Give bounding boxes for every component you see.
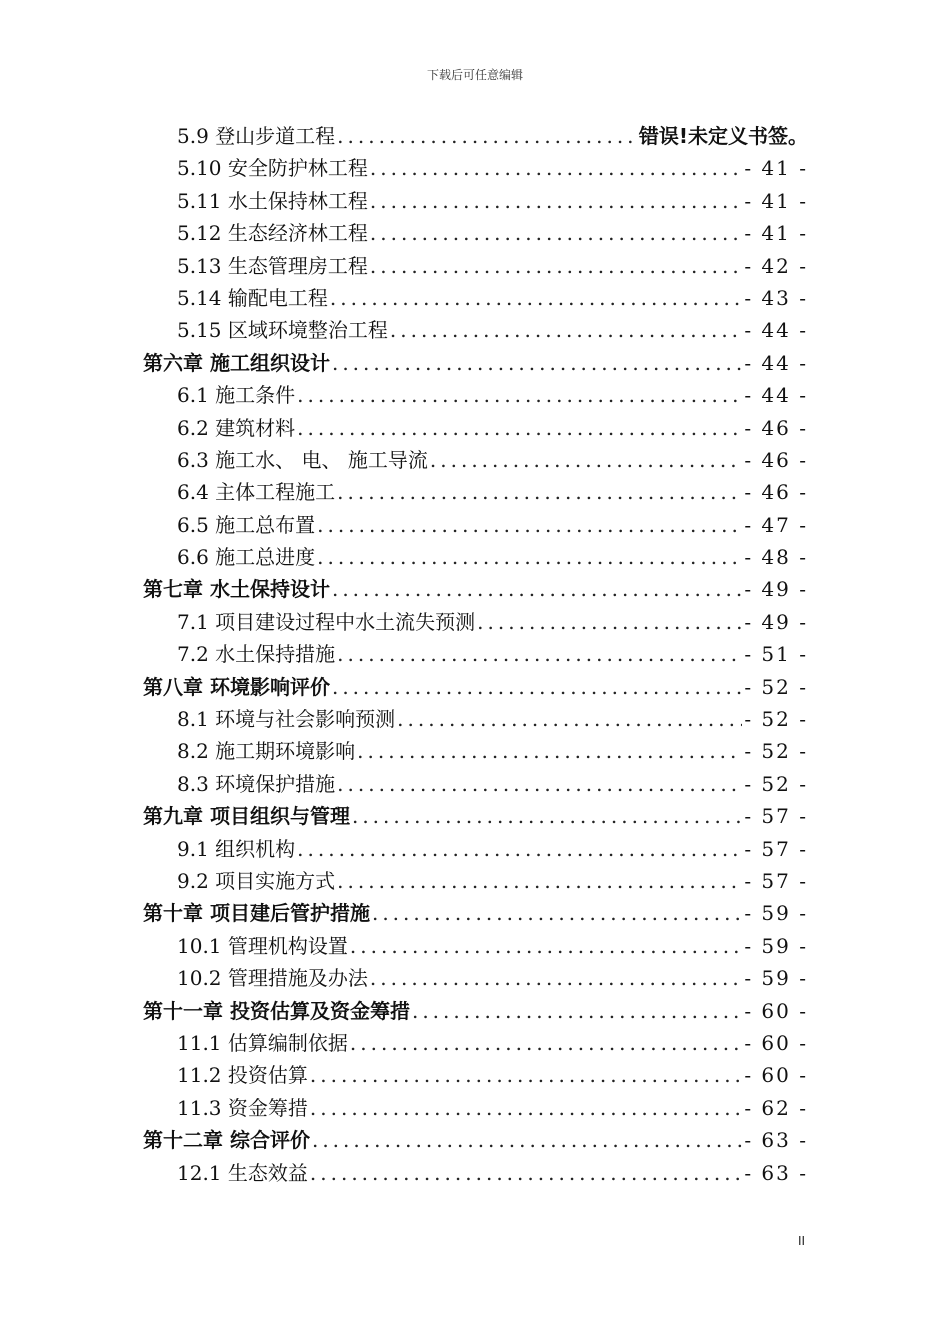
toc-dot-leader	[297, 833, 742, 865]
toc-entry-title: 6.1 施工条件	[177, 383, 296, 408]
toc-section-entry[interactable]	[143, 412, 808, 444]
toc-bookmark-error: 错误!未定义书签。	[638, 124, 808, 148]
toc-dot-leader	[310, 1059, 742, 1091]
toc-dot-leader	[352, 800, 742, 832]
toc-entry-title: 6.4 主体工程施工	[177, 480, 336, 505]
toc-entry-title: 第十章 项目建后管护措施	[143, 901, 370, 926]
toc-dot-leader	[297, 412, 742, 444]
table-of-contents	[143, 120, 808, 1189]
toc-entry-title: 5.12 生态经济林工程	[177, 221, 368, 246]
toc-page-number: - 49 -	[744, 609, 808, 634]
toc-page-number: - 49 -	[744, 577, 808, 602]
toc-dot-leader	[370, 152, 742, 184]
toc-page-number: - 44 -	[744, 350, 808, 375]
toc-dot-leader	[310, 1157, 742, 1189]
toc-entry-title: 5.10 安全防护林工程	[177, 156, 368, 181]
toc-section-entry[interactable]	[143, 120, 808, 152]
toc-entry-title: 第十一章 投资估算及资金筹措	[143, 998, 410, 1023]
toc-page-number: - 51 -	[744, 642, 808, 667]
toc-section-entry[interactable]	[143, 314, 808, 346]
toc-page-number: - 52 -	[744, 771, 808, 796]
toc-page-number: - 60 -	[744, 1063, 808, 1088]
toc-section-entry[interactable]	[143, 217, 808, 249]
toc-entry-title: 5.9 登山步道工程	[177, 124, 336, 148]
toc-entry-title: 8.3 环境保护措施	[177, 771, 336, 796]
toc-page-number: - 60 -	[744, 1030, 808, 1055]
toc-entry-title: 12.1 生态效益	[177, 1160, 308, 1185]
toc-chapter-entry[interactable]	[143, 671, 808, 703]
toc-dot-leader	[477, 606, 742, 638]
toc-dot-leader	[397, 703, 742, 735]
toc-chapter-entry[interactable]	[143, 347, 808, 379]
toc-page-number: - 59 -	[744, 966, 808, 991]
toc-dot-leader	[312, 1124, 742, 1156]
toc-dot-leader	[317, 541, 742, 573]
toc-page-number: - 57 -	[744, 804, 808, 829]
toc-section-entry[interactable]	[143, 768, 808, 800]
toc-page-number: - 59 -	[744, 901, 808, 926]
toc-dot-leader	[370, 185, 742, 217]
toc-entry-title: 5.11 水土保持林工程	[177, 188, 368, 213]
footer-page-number: II	[798, 1234, 806, 1248]
toc-dot-leader	[310, 1092, 742, 1124]
toc-dot-leader	[332, 573, 742, 605]
toc-page-number: - 41 -	[744, 156, 808, 181]
toc-dot-leader	[337, 768, 742, 800]
toc-section-entry[interactable]	[143, 541, 808, 573]
toc-page-number: - 60 -	[744, 998, 808, 1023]
toc-dot-leader	[337, 476, 742, 508]
toc-dot-leader	[350, 930, 742, 962]
toc-dot-leader	[337, 120, 637, 152]
toc-page-number: - 42 -	[744, 253, 808, 278]
toc-page-number: - 63 -	[744, 1128, 808, 1153]
toc-entry-title: 第七章 水土保持设计	[143, 577, 330, 602]
toc-entry-title: 第八章 环境影响评价	[143, 674, 330, 699]
toc-page-number: - 41 -	[744, 221, 808, 246]
toc-page-number: - 41 -	[744, 188, 808, 213]
toc-section-entry[interactable]	[143, 865, 808, 897]
toc-dot-leader	[337, 865, 742, 897]
toc-page-number: - 44 -	[744, 383, 808, 408]
toc-section-entry[interactable]	[143, 152, 808, 184]
toc-dot-leader	[412, 995, 742, 1027]
toc-section-entry[interactable]	[143, 476, 808, 508]
toc-page-number: - 43 -	[744, 285, 808, 310]
toc-entry-title: 8.1 环境与社会影响预测	[177, 707, 396, 732]
toc-dot-leader	[332, 671, 742, 703]
toc-section-entry[interactable]	[143, 282, 808, 314]
toc-dot-leader	[332, 347, 742, 379]
toc-section-entry[interactable]	[143, 1157, 808, 1189]
toc-dot-leader	[370, 250, 742, 282]
toc-entry-title: 11.1 估算编制依据	[177, 1030, 348, 1055]
toc-entry-title: 11.2 投资估算	[177, 1063, 308, 1088]
toc-entry-title: 第六章 施工组织设计	[143, 350, 330, 375]
toc-entry-title: 6.2 建筑材料	[177, 415, 296, 440]
toc-page-number: - 62 -	[744, 1095, 808, 1120]
toc-entry-title: 6.3 施工水、 电、 施工导流	[177, 447, 428, 472]
header-note: 下载后可任意编辑	[426, 68, 523, 82]
toc-dot-leader	[337, 638, 742, 670]
toc-page-number: - 57 -	[744, 836, 808, 861]
toc-entry-title: 5.13 生态管理房工程	[177, 253, 368, 278]
toc-entry-title: 第十二章 综合评价	[143, 1128, 310, 1153]
toc-section-entry[interactable]	[143, 1027, 808, 1059]
toc-chapter-entry[interactable]	[143, 1124, 808, 1156]
toc-section-entry[interactable]	[143, 962, 808, 994]
toc-entry-title: 第九章 项目组织与管理	[143, 804, 350, 829]
toc-page-number: - 52 -	[744, 674, 808, 699]
toc-page-number: - 47 -	[744, 512, 808, 537]
toc-dot-leader	[317, 509, 742, 541]
toc-dot-leader	[390, 314, 742, 346]
toc-page-number: - 46 -	[744, 447, 808, 472]
toc-dot-leader	[297, 379, 742, 411]
toc-section-entry[interactable]	[143, 509, 808, 541]
toc-dot-leader	[370, 962, 742, 994]
toc-dot-leader	[350, 1027, 742, 1059]
toc-entry-title: 11.3 资金筹措	[177, 1095, 308, 1120]
toc-entry-title: 9.1 组织机构	[177, 836, 296, 861]
toc-section-entry[interactable]	[143, 735, 808, 767]
toc-page-number: - 46 -	[744, 480, 808, 505]
toc-page-number: - 57 -	[744, 868, 808, 893]
toc-section-entry[interactable]	[143, 606, 808, 638]
toc-entry-title: 5.15 区域环境整治工程	[177, 318, 388, 343]
toc-section-entry[interactable]	[143, 703, 808, 735]
toc-page-number: - 46 -	[744, 415, 808, 440]
toc-entry-title: 6.5 施工总布置	[177, 512, 316, 537]
toc-entry-title: 10.2 管理措施及办法	[177, 966, 368, 991]
toc-dot-leader	[330, 282, 742, 314]
toc-section-entry[interactable]	[143, 185, 808, 217]
toc-page-number: - 59 -	[744, 933, 808, 958]
toc-page-number: - 48 -	[744, 545, 808, 570]
toc-entry-title: 8.2 施工期环境影响	[177, 739, 356, 764]
toc-section-entry[interactable]	[143, 444, 808, 476]
toc-entry-title: 6.6 施工总进度	[177, 545, 316, 570]
toc-dot-leader	[370, 217, 742, 249]
toc-section-entry[interactable]	[143, 379, 808, 411]
toc-section-entry[interactable]	[143, 250, 808, 282]
toc-chapter-entry[interactable]	[143, 800, 808, 832]
toc-entry-title: 7.2 水土保持措施	[177, 642, 336, 667]
toc-entry-title: 7.1 项目建设过程中水土流失预测	[177, 609, 476, 634]
toc-section-entry[interactable]	[143, 1092, 808, 1124]
toc-dot-leader	[372, 897, 742, 929]
toc-chapter-entry[interactable]	[143, 573, 808, 605]
toc-section-entry[interactable]	[143, 930, 808, 962]
toc-dot-leader	[430, 444, 742, 476]
toc-page-number: - 44 -	[744, 318, 808, 343]
toc-chapter-entry[interactable]	[143, 995, 808, 1027]
toc-chapter-entry[interactable]	[143, 897, 808, 929]
toc-page-number: - 52 -	[744, 739, 808, 764]
toc-section-entry[interactable]	[143, 833, 808, 865]
toc-dot-leader	[357, 735, 742, 767]
toc-section-entry[interactable]	[143, 1059, 808, 1091]
toc-entry-title: 9.2 项目实施方式	[177, 868, 336, 893]
toc-page-number: - 63 -	[744, 1160, 808, 1185]
toc-entry-title: 5.14 输配电工程	[177, 285, 328, 310]
toc-entry-title: 10.1 管理机构设置	[177, 933, 348, 958]
toc-page-number: - 52 -	[744, 707, 808, 732]
toc-section-entry[interactable]	[143, 638, 808, 670]
